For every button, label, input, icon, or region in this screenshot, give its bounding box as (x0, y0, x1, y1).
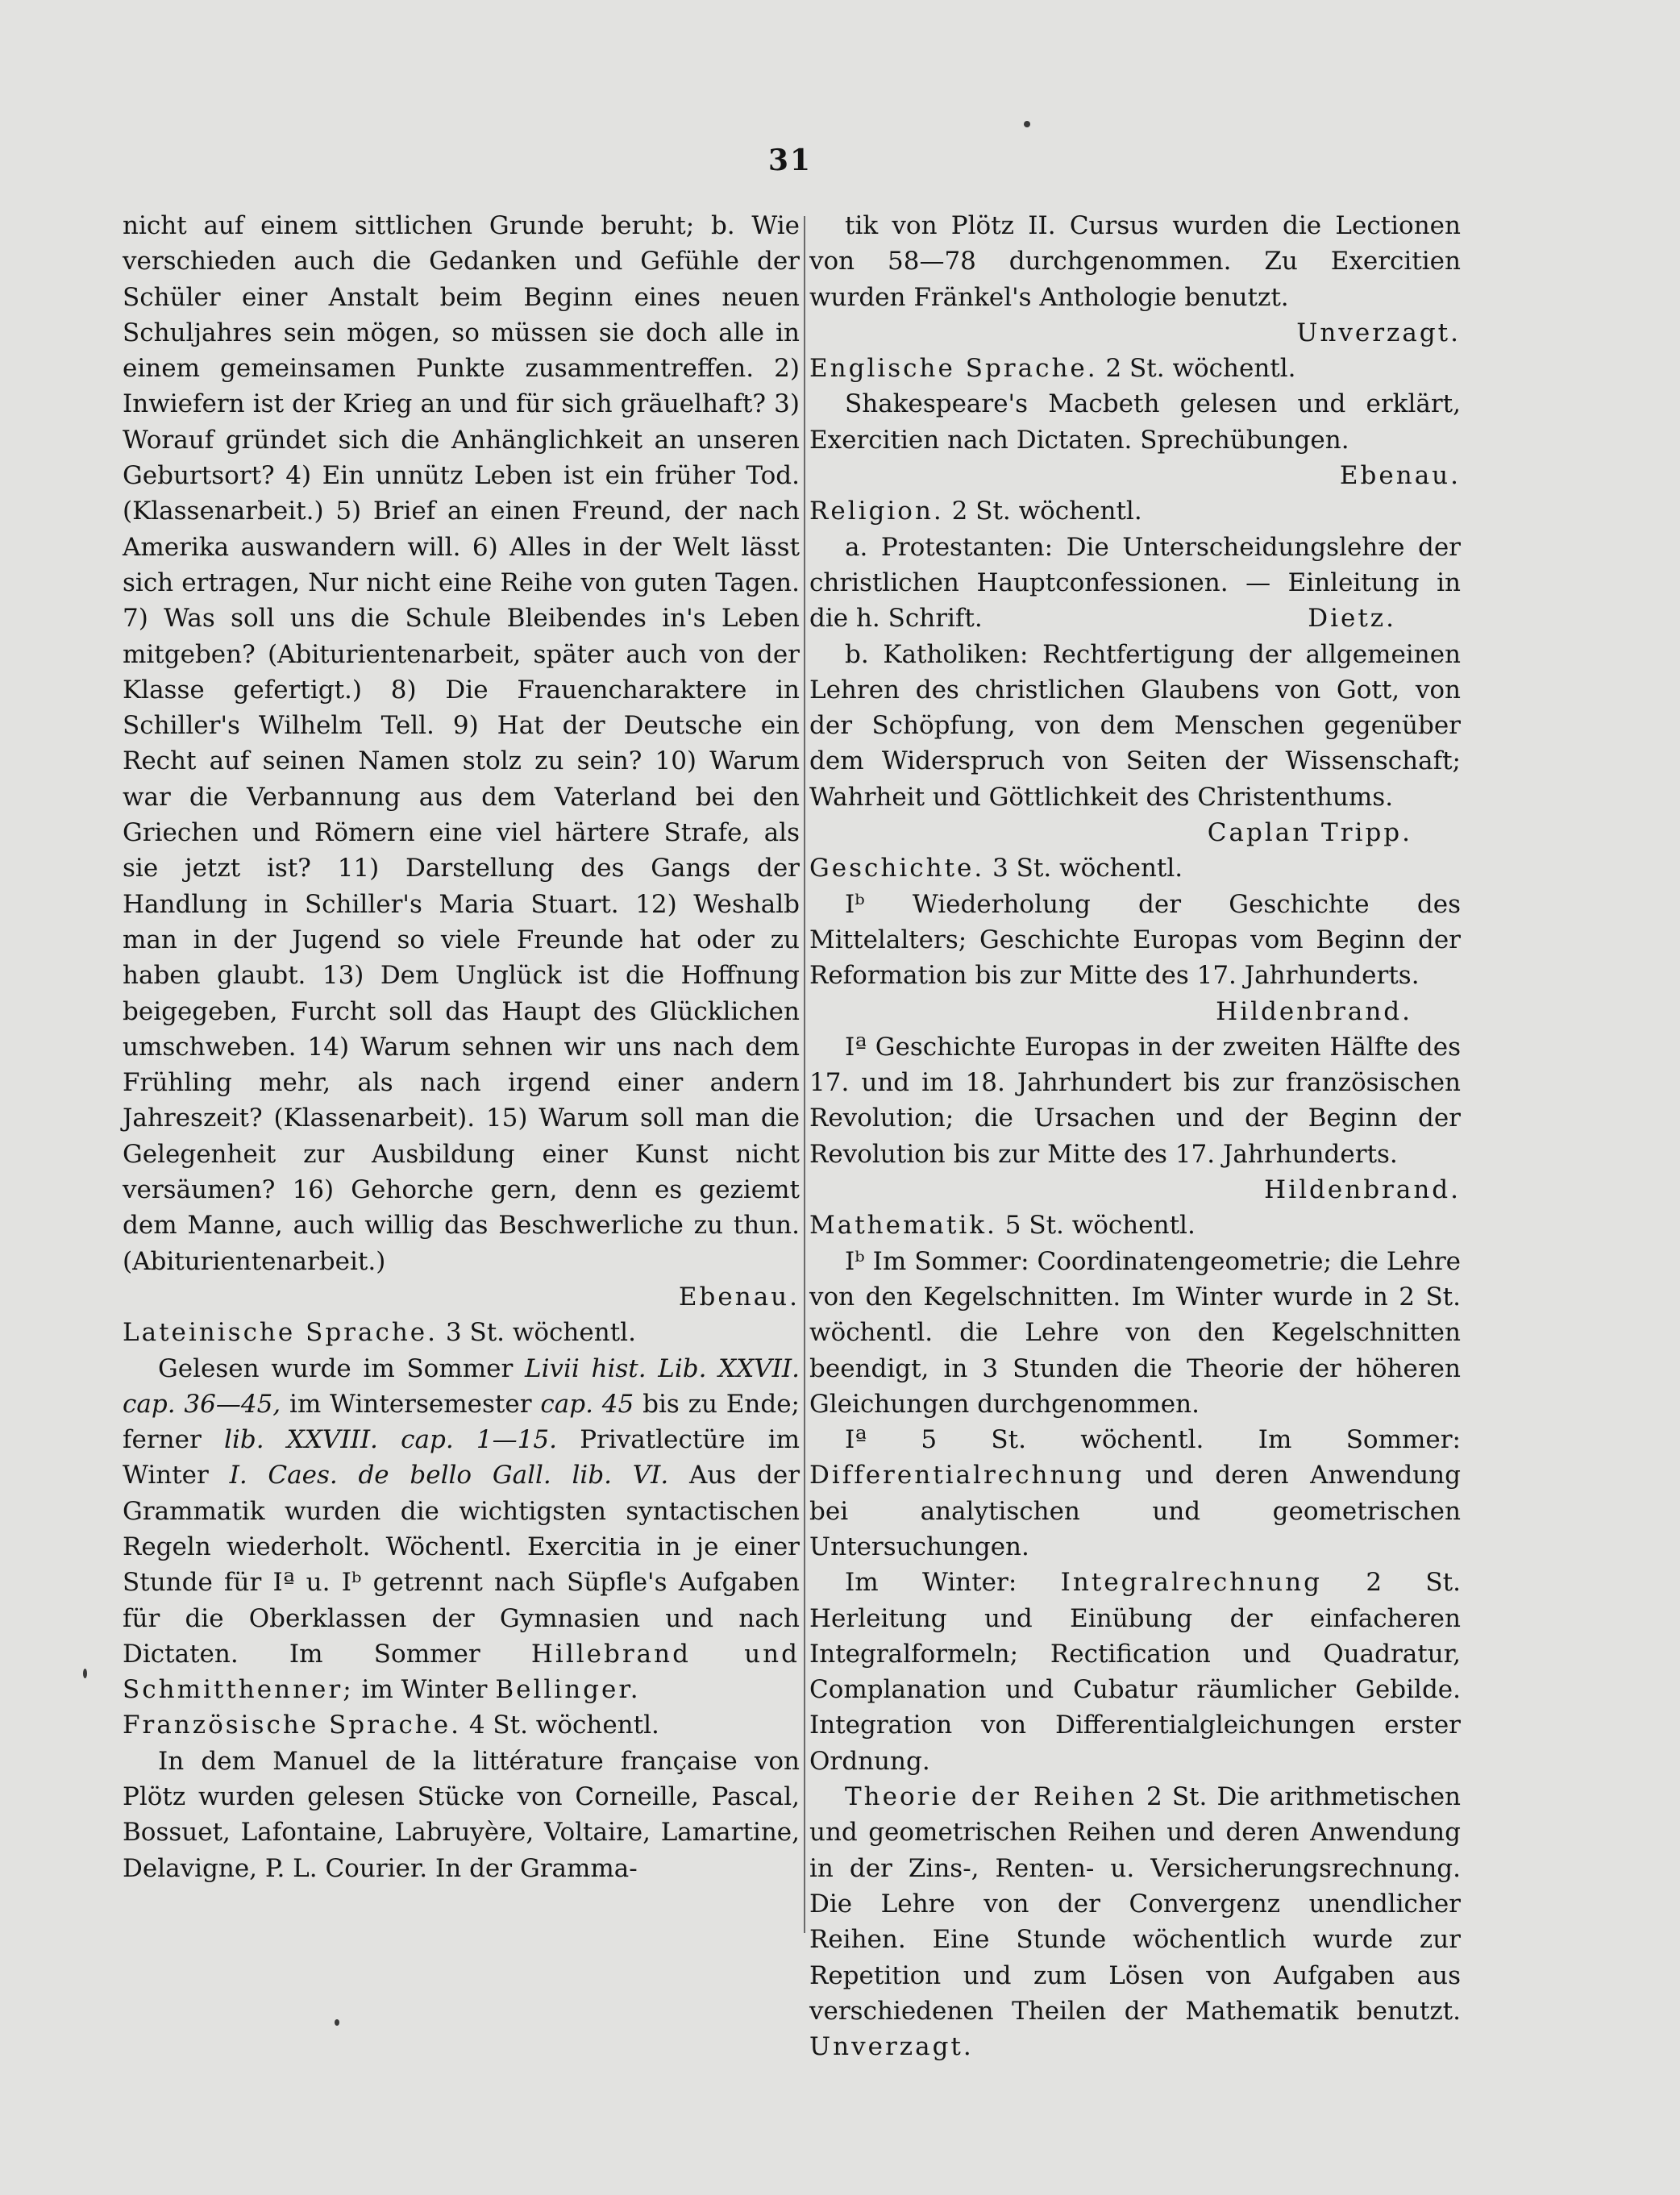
latin-paragraph (123, 1351, 800, 1708)
math-ia (809, 1422, 1461, 1565)
signature-tripp: Caplan Tripp. (1207, 818, 1412, 848)
latin-ref-caesar: I. Caes. de bello Gall. lib. VI. (229, 1461, 669, 1490)
english-heading: Englische Sprache. (809, 354, 1098, 384)
protestant-label: a. Protestanten: (845, 532, 1054, 562)
religion-heading: Religion. (809, 497, 944, 526)
latin-ref-lib28: lib. XXVIII. cap. 1—15. (224, 1425, 557, 1455)
latin-text-6: im Winter (361, 1675, 488, 1705)
history-ia: Iª Geschichte Europas in der zweiten Hälfte des 17. und im 18. Jahrhundert bis zur französischen Revolution; die Ursachen und der Beginn der Revolution bis zur Mitte des 17. Jahrhunderts. (809, 1032, 1461, 1169)
math-heading-line (809, 1208, 1461, 1243)
french-hours: 4 St. wöchentl. (468, 1711, 659, 1740)
french-heading: Französische Sprache. (123, 1711, 461, 1740)
math-theorie-der-reihen: Theorie der Reihen (845, 1782, 1137, 1812)
math-ia-text-1: Iª 5 St. wöchentl. Im Sommer: (845, 1425, 1461, 1455)
english-hours: 2 St. wöchentl. (1105, 354, 1296, 384)
scan-speck (335, 2019, 339, 2026)
latin-text-3: bis zu Ende; ferner (123, 1389, 800, 1455)
signature-ebenau-2: Ebenau. (1339, 461, 1461, 491)
religion-hours: 2 St. wöchentl. (951, 497, 1142, 526)
religion-catholic (809, 637, 1461, 815)
math-integralrechnung: Integralrechnung (1060, 1568, 1322, 1598)
protestant-text: Die Unterscheidungslehre der christlichen Hauptconfessionen. — Einleitung in die h. Schrift. (809, 532, 1461, 634)
math-heading: Mathematik. (809, 1211, 997, 1241)
math-reihen-text: 2 St. Die arithmetischen und geometrischen Reihen und deren Anwendung in der Zins-, Renten- u. Versicherungsrechnung. Die Lehre von der Convergenz unendlicher Reihen. Eine Stunde wöchentlich wurde zur Repetition und zum Lösen von Aufgaben aus verschiedenen Theilen der Mathematik benutzt. (809, 1782, 1462, 2026)
latin-text-2: im Wintersemester (289, 1389, 532, 1419)
history-hours: 3 St. wöchentl. (992, 854, 1183, 883)
latin-ref-cap45: cap. 45 (540, 1389, 634, 1419)
math-differentialrechnung: Differentialrechnung (809, 1461, 1125, 1490)
left-column (123, 208, 800, 1886)
latin-text-1: Gelesen wurde im Sommer (158, 1353, 514, 1383)
page-number: 31 (767, 143, 813, 177)
math-ia-text-2: und deren Anwendung bei analytischen und geometrischen Untersuchungen. (809, 1461, 1461, 1561)
english-paragraph: Shakespeare's Macbeth gelesen und erklärt, Exercitien nach Dictaten. Sprechübungen. (809, 389, 1461, 455)
religion-protestant (809, 530, 1461, 637)
latin-text-5: Aus der Grammatik wurden die wichtigsten syntactischen Regeln wiederholt. Wöchentl. Exercitia in je einer Stunde für Iª u. Iᵇ getrennt nach Süpfle's Aufgaben für die Oberklassen der Gymnasien und nach Dictaten. Im Sommer (123, 1461, 800, 1669)
math-hours: 5 St. wöchentl. (1004, 1211, 1196, 1241)
signature-hildenbrand-1: Hildenbrand. (1216, 996, 1412, 1026)
latin-teacher-names: Hillebrand und Schmitthenner; (123, 1639, 800, 1705)
latin-text-4: Privatlectüre im Winter (123, 1425, 800, 1490)
history-heading-line (809, 850, 1461, 886)
essay-topics-paragraph: nicht auf einem sittlichen Grunde beruht; b. Wie verschieden auch die Gedanken und Gefühle der Schüler einer Anstalt beim Beginn eines neuen Schuljahres sein mögen, so müssen sie doch alle in einem gemeinsamen Punkte zusammentreffen. 2) Inwiefern ist der Krieg an und für sich gräuelhaft? 3) Worauf gründet sich die Anhänglichkeit an unseren Geburtsort? 4) Ein unnütz Leben ist ein früher Tod. (Klassenarbeit.) 5) Brief an einen Freund, der nach Amerika auswandern will. 6) Alles in der Welt lässt sich ertragen, Nur nicht eine Reihe von guten Tagen. 7) Was soll uns die Schule Bleibendes in's Leben mitgeben? (Abiturientenarbeit, später auch von der Klasse gefertigt.) 8) Die Frauencharaktere in Schiller's Wilhelm Tell. 9) Hat der Deutsche ein Recht auf seinen Namen stolz zu sein? 10) Warum war die Verbannung aus dem Vaterland bei den Griechen und Römern eine viel härtere Strafe, als sie jetzt ist? 11) Darstellung des Gangs der Handlung in Schiller's Maria Stuart. 12) Weshalb man in der Jugend so viele Freunde hat oder zu haben glaubt. 13) Dem Unglück ist die Hoffnung beigegeben, Furcht soll das Haupt des Glücklichen umschweben. 14) Warum sehnen wir uns nach dem Frühling mehr, als nach irgend einer andern Jahreszeit? (Klassenarbeit). 15) Warum soll man die Gelegenheit zur Ausbildung einer Kunst nicht versäumen? 16) Gehorche gern, denn es geziemt dem Manne, auch willig das Beschwerliche zu thun. (Abiturientenarbeit.) (123, 211, 800, 1276)
history-ib: Iᵇ Wiederholung der Geschichte des Mittelalters; Geschichte Europas vom Beginn der Reformation bis zur Mitte des 17. Jahrhunderts. (809, 889, 1461, 991)
french-continuation: tik von Plötz II. Cursus wurden die Lectionen von 58—78 durchgenommen. Zu Exercitien wurden Fränkel's Anthologie benutzt. (809, 211, 1461, 312)
latin-teacher-bellinger: Bellinger. (495, 1675, 641, 1705)
right-column (809, 208, 1461, 2064)
scan-speck (1024, 121, 1030, 127)
scan-speck (83, 1669, 87, 1678)
column-divider (804, 216, 805, 1933)
french-heading-line (123, 1707, 800, 1743)
math-ib: Iᵇ Im Sommer: Coordinatengeometrie; die Lehre von den Kegelschnitten. Im Winter wurde in 2 St. wöchentl. die Lehre von den Kegelschnitten beendigt, in 3 Stunden die Theorie der höheren Gleichungen durchgenommen. (809, 1246, 1461, 1419)
english-heading-line (809, 351, 1461, 386)
math-winter-text: 2 St. Herleitung und Einübung der einfacheren Integralformeln; Rectification und Quadratur, Complanation und Cubatur räumlicher Gebilde. Integration von Differentialgleichungen erster Ordnung. (809, 1568, 1461, 1776)
catholic-label: b. Katholiken: (845, 639, 1029, 669)
history-heading: Geschichte. (809, 854, 985, 883)
signature-unverzagt-1: Unverzagt. (1296, 318, 1461, 347)
latin-heading: Lateinische Sprache. (123, 1318, 439, 1348)
signature-unverzagt-2: Unverzagt. (809, 2032, 974, 2062)
math-winter (809, 1565, 1461, 1779)
latin-ref-livy: Livii hist. Lib. XXVII. cap. 36—45, (123, 1353, 800, 1419)
catholic-text: Rechtfertigung der allgemeinen Lehren des christlichen Glaubens von Gott, von der Schöpfung, von dem Menschen gegenüber dem Widerspruch von Seiten der Wissenschaft; Wahrheit und Göttlichkeit des Christenthums. (809, 639, 1462, 812)
signature-ebenau: Ebenau. (678, 1282, 800, 1312)
math-winter-label: Im Winter: (845, 1568, 1017, 1598)
math-reihen (809, 1779, 1461, 2064)
religion-heading-line (809, 493, 1461, 529)
signature-dietz: Dietz. (1308, 604, 1396, 634)
french-paragraph: In dem Manuel de la littérature française von Plötz wurden gelesen Stücke von Corneille, Pascal, Bossuet, Lafontaine, Labruyère, Voltaire, Lamartine, Delavigne, P. L. Courier. In der Gramma- (123, 1746, 800, 1883)
latin-hours: 3 St. wöchentl. (445, 1318, 636, 1348)
latin-heading-line (123, 1315, 800, 1350)
signature-hildenbrand-2: Hildenbrand. (1264, 1175, 1461, 1205)
